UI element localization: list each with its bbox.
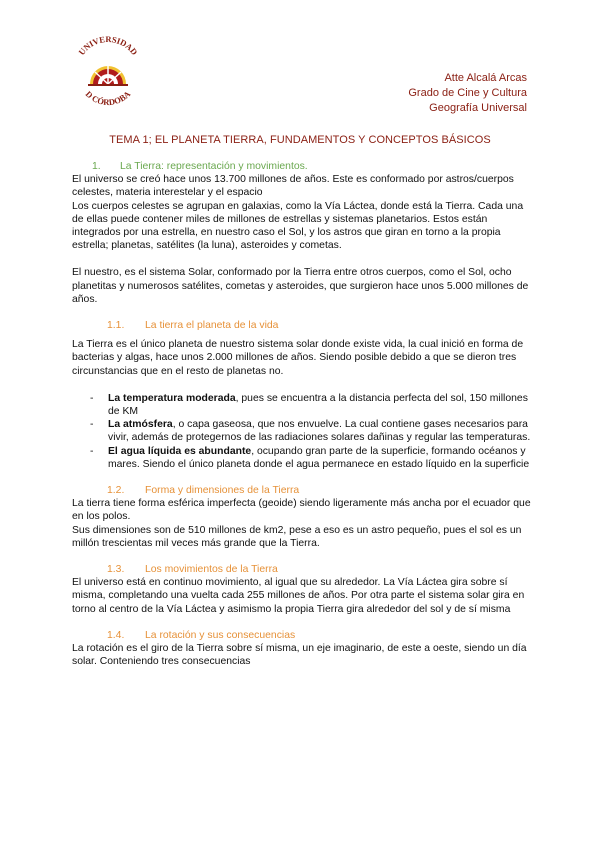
logo-emblem — [88, 66, 128, 86]
logo-text-bottom: D CÓRDOBA — [83, 88, 133, 108]
paragraph: La rotación es el giro de la Tierra sobre sí misma, un eje imaginario, de este a oeste, siendo un día solar. Conteniendo tres consecuencias — [72, 643, 527, 668]
paragraph: La Tierra es el único planeta de nuestro sistema solar donde existe vida, la cual inició en forma de bacterias y algas, hace unos 2.000 millones de años. Siendo posible debido a que se dieron tres circunstancias que en el resto de planetas no. — [72, 339, 524, 377]
list-item: - El agua líquida es abundante, ocupando gran parte de la superficie, formando océanos y mares. Siendo el único planeta donde el agua permanece en estado líquido en la superficie — [90, 445, 530, 470]
degree-name: Grado de Cine y Cultura — [408, 87, 527, 99]
list-item: - La temperatura moderada, pues se encuentra a la distancia perfecta del sol, 150 millones de KM — [90, 392, 528, 418]
paragraph: El nuestro, es el sistema Solar, conformado por la Tierra entre otros cuerpos, como el Sol, ocho planetitas y numerosos satélites, cometas y asteroides, que surgieron hace unos 5.000 millones de años. — [72, 267, 529, 305]
bullet-list — [72, 392, 532, 471]
logo-text-top: UNIVERSIDAD — [76, 33, 140, 57]
paragraph: Sus dimensiones son de 510 millones de km2, pese a eso es un astro pequeño, pues el sol es un millón trescientas mil veces más grande que la Tierra. — [72, 524, 522, 549]
subsection-heading: 1.2. Forma y dimensiones de la Tierra — [107, 485, 300, 497]
paragraph: Los cuerpos celestes se agrupan en galaxias, como la Vía Láctea, donde está la Tierra. Cada una de ellas puede contener miles de millones de estrellas y sistemas planetarios. Estos están integrados por una estrella, en nuestro caso el Sol, y los astros que giran en torno a la propia estrella; planetas, satélites (la luna), asteroides y cometas. — [72, 200, 524, 252]
paragraph: El universo está en continuo movimiento, al igual que su alrededor. La Vía Láctea gira sobre sí misma, completando una vuelta cada 255 millones de años. Por otra parte el sistema solar gira en torno al centro de la Vía Láctea y asimismo la propia Tierra gira alrededor del sol y de sí misma — [72, 577, 525, 615]
subsection-heading: 1.1. La tierra el planeta de la vida — [107, 320, 279, 332]
document-title: TEMA 1; EL PLANETA TIERRA, FUNDAMENTOS Y CONCEPTOS BÁSICOS — [109, 134, 491, 146]
university-logo — [68, 32, 148, 110]
paragraph: La tierra tiene forma esférica imperfecta (geoide) siendo ligeramente más ancha por el ecuador que en los polos. — [72, 498, 531, 523]
list-item: - La atmósfera, o capa gaseosa, que nos envuelve. La cual contiene gases necesarios para vivir, además de protegernos de las radiaciones solares dañinas y regular las temperaturas. — [90, 419, 531, 444]
subsection-heading: 1.3. Los movimientos de la Tierra — [107, 564, 278, 576]
subject-name: Geografía Universal — [429, 102, 527, 114]
author-name: Atte Alcalá Arcas — [444, 72, 527, 84]
subsection-heading: 1.4. La rotación y sus consecuencias — [107, 629, 296, 641]
document-body — [72, 160, 532, 669]
paragraph: El universo se creó hace unos 13.700 millones de años. Este es conformado por astros/cuerpos celestes, materia interestelar y el espacio — [72, 174, 514, 199]
section-heading: 1. La Tierra: representación y movimientos. — [92, 161, 308, 172]
header-info — [408, 71, 527, 116]
